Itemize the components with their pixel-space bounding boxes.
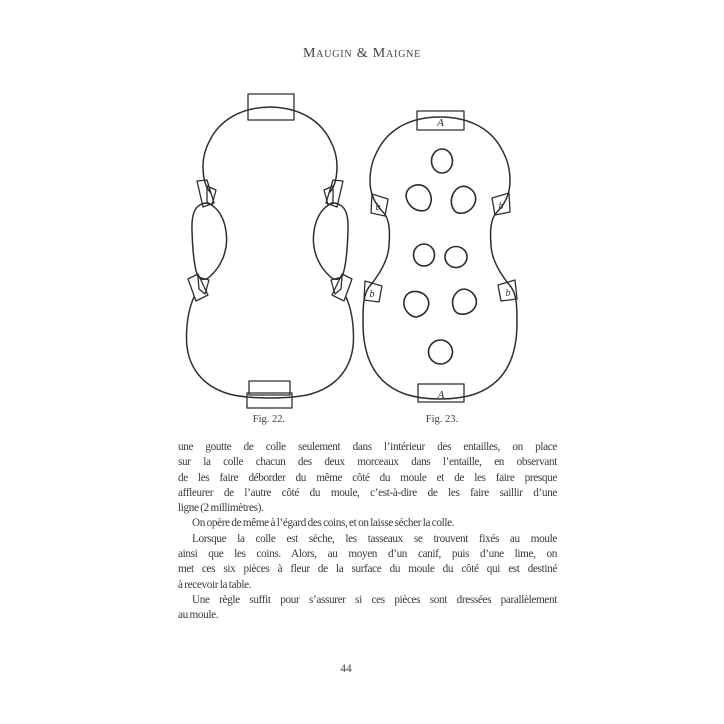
text-line: Une règle suffit pour s’assurer si ces pièces sont dressées parallèlement — [192, 593, 557, 606]
text-line: ligne (2 millimètres). — [178, 502, 264, 515]
fig23-top-block — [417, 111, 464, 130]
corner-tab-label: b — [375, 202, 381, 213]
text-line: met ces six pièces à fleur de la surface du moule du côté qui est destiné — [178, 563, 557, 576]
text-line: à recevoir la table. — [178, 578, 252, 591]
fig22-cbout-rib-right — [313, 203, 348, 279]
figure-23-mould — [360, 95, 530, 410]
fig23-bottom-block — [418, 384, 464, 402]
text-line: de les faire déborder du même côté du moule et de les faire presque — [178, 471, 557, 484]
text-line: ainsi que les coins. Alors, au moyen d’un canif, puis d’une lime, on — [178, 548, 557, 561]
fig23-outline — [363, 117, 517, 399]
text-line: On opère de même à l’égard des coins, et on laisse sécher la colle. — [192, 517, 455, 530]
text-line: affleurer de l’autre côté du moule, c’est-à-dire de les faire saillir d’une — [178, 486, 557, 499]
fig22-corner-blocks — [188, 180, 352, 301]
text-line: sur la colle chacun des deux morceaux dans l’entaille, en observant — [178, 456, 557, 469]
top-block-label: A — [437, 117, 444, 129]
corner-tab-label: b — [498, 201, 504, 212]
body-text — [178, 440, 557, 624]
figure-22-violin-garland — [183, 90, 359, 420]
corner-tab-label: b — [369, 289, 375, 300]
fig23-holes — [402, 149, 481, 364]
fig22-bottom-block — [247, 381, 292, 408]
figure-23-caption: Fig. 23. — [425, 414, 459, 425]
fig22-cbout-rib-left — [192, 203, 227, 279]
fig22-outline — [187, 107, 354, 398]
figure-22-caption: Fig. 22. — [252, 414, 286, 425]
corner-tab-label: b — [505, 288, 511, 299]
text-line: une goutte de colle seulement dans l’intérieur des entailles, on place — [178, 441, 557, 453]
running-header: Maugin & Maigne — [302, 46, 422, 61]
text-line: Lorsque la colle est sèche, les tasseaux se trouvent fixés au moule — [192, 532, 557, 545]
page-number: 44 — [340, 663, 352, 675]
bottom-block-label: A — [437, 389, 445, 401]
text-line: au moule. — [178, 609, 219, 622]
